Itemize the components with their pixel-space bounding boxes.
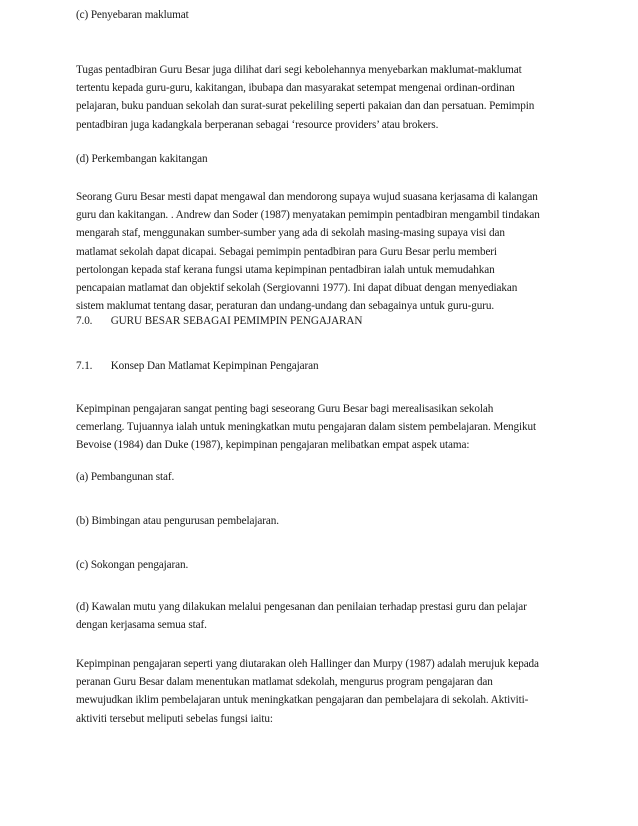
final-paragraph <box>76 655 566 728</box>
heading-title: GURU BESAR SEBAGAI PEMIMPIN PENGAJARAN <box>110 315 363 327</box>
heading-7-1 <box>76 357 318 375</box>
section-c-title: (c) Penyebaran maklumat <box>76 9 189 21</box>
paragraph-line: cemerlang. Tujuannya ialah untuk meningkatkan mutu pengajaran dalam sistem pembelajaran. Mengikut <box>76 421 537 434</box>
paragraph-line: peranan Guru Besar dalam menentukan matlamat sdekolah, mengurus program pengajaran dan <box>76 676 493 689</box>
paragraph-line: Bevoise (1984) dan Duke (1987), kepimpinan pengajaran melibatkan empat aspek utama: <box>76 439 470 452</box>
paragraph-line: pencapaian matlamat dan objektif sekolah (Sergiovanni 1977). Ini dapat dibuat dengan menyediakan <box>76 282 518 295</box>
paragraph-line: Tugas pentadbiran Guru Besar juga dilihat dari segi kebolehannya menyebarkan maklumat-maklumat <box>76 64 522 76</box>
heading-number: 7.1. <box>76 360 93 372</box>
paragraph-line: mewujudkan iklim pembelajaran untuk meningkatkan pengajaran dan pembelajara di sekolah. Aktiviti- <box>76 694 529 707</box>
heading-title: Konsep Dan Matlamat Kepimpinan Pengajaran <box>110 360 319 372</box>
list-item-b: (b) Bimbingan atau pengurusan pembelajaran. <box>76 515 279 527</box>
paragraph-line: Kepimpinan pengajaran seperti yang diutarakan oleh Hallinger dan Murpy (1987) adalah merujuk kepada <box>76 658 539 670</box>
list-item-d <box>76 598 566 634</box>
heading-7-0 <box>76 312 362 330</box>
heading-number: 7.0. <box>76 315 93 327</box>
paragraph-line: Kepimpinan pengajaran sangat penting bagi seseorang Guru Besar bagi merealisasikan sekolah <box>76 403 494 415</box>
paragraph-line: pelajaran, buku panduan sekolah dan surat-surat pekeliling seperti pakaian dan dan persatuan. Pemimpin <box>76 100 535 113</box>
paragraph-line: Seorang Guru Besar mesti dapat mengawal dan mendorong supaya wujud suasana kerjasama di kalangan <box>76 191 538 203</box>
list-item-a: (a) Pembangunan staf. <box>76 471 175 483</box>
section-d-title: (d) Perkembangan kakitangan <box>76 153 208 165</box>
paragraph-line: pertolongan kepada staf kerana fungsi utama kepimpinan pentadbiran ialah untuk memudahkan <box>76 263 495 276</box>
paragraph-line: tertentu kepada guru-guru, kakitangan, ibubapa dan masyarakat setempat mengenai ordinan-ordinan <box>76 82 515 95</box>
paragraph-line: dengan kerjasama semua staf. <box>76 619 207 632</box>
section-c-paragraph <box>76 61 566 134</box>
list-item-c: (c) Sokongan pengajaran. <box>76 559 189 571</box>
paragraph-line: aktiviti tersebut meliputi sebelas fungsi iaitu: <box>76 712 273 725</box>
paragraph-line: matlamat sekolah dapat dicapai. Sebagai pemimpin pentadbiran para Guru Besar perlu memberi <box>76 245 497 258</box>
section-d-paragraph <box>76 188 566 315</box>
paragraph-line: mengarah staf, menggunakan sumber-sumber yang ada di sekolah masing-masing supaya visi dan <box>76 227 505 240</box>
paragraph-line: sistem maklumat tentang dasar, peraturan dan undang-undang dan sebagainya untuk guru-guru. <box>76 300 495 313</box>
paragraph-line: (d) Kawalan mutu yang dilakukan melalui pengesanan dan penilaian terhadap prestasi guru dan pelajar <box>76 601 527 613</box>
paragraph-line: guru dan kakitangan. . Andrew dan Soder (1987) menyatakan pemimpin pentadbiran mengambil tindakan <box>76 209 540 222</box>
paragraph-line: pentadbiran juga kadangkala berperanan sebagai ‘resource providers’ atau brokers. <box>76 118 439 131</box>
section-7-1-paragraph <box>76 400 566 455</box>
